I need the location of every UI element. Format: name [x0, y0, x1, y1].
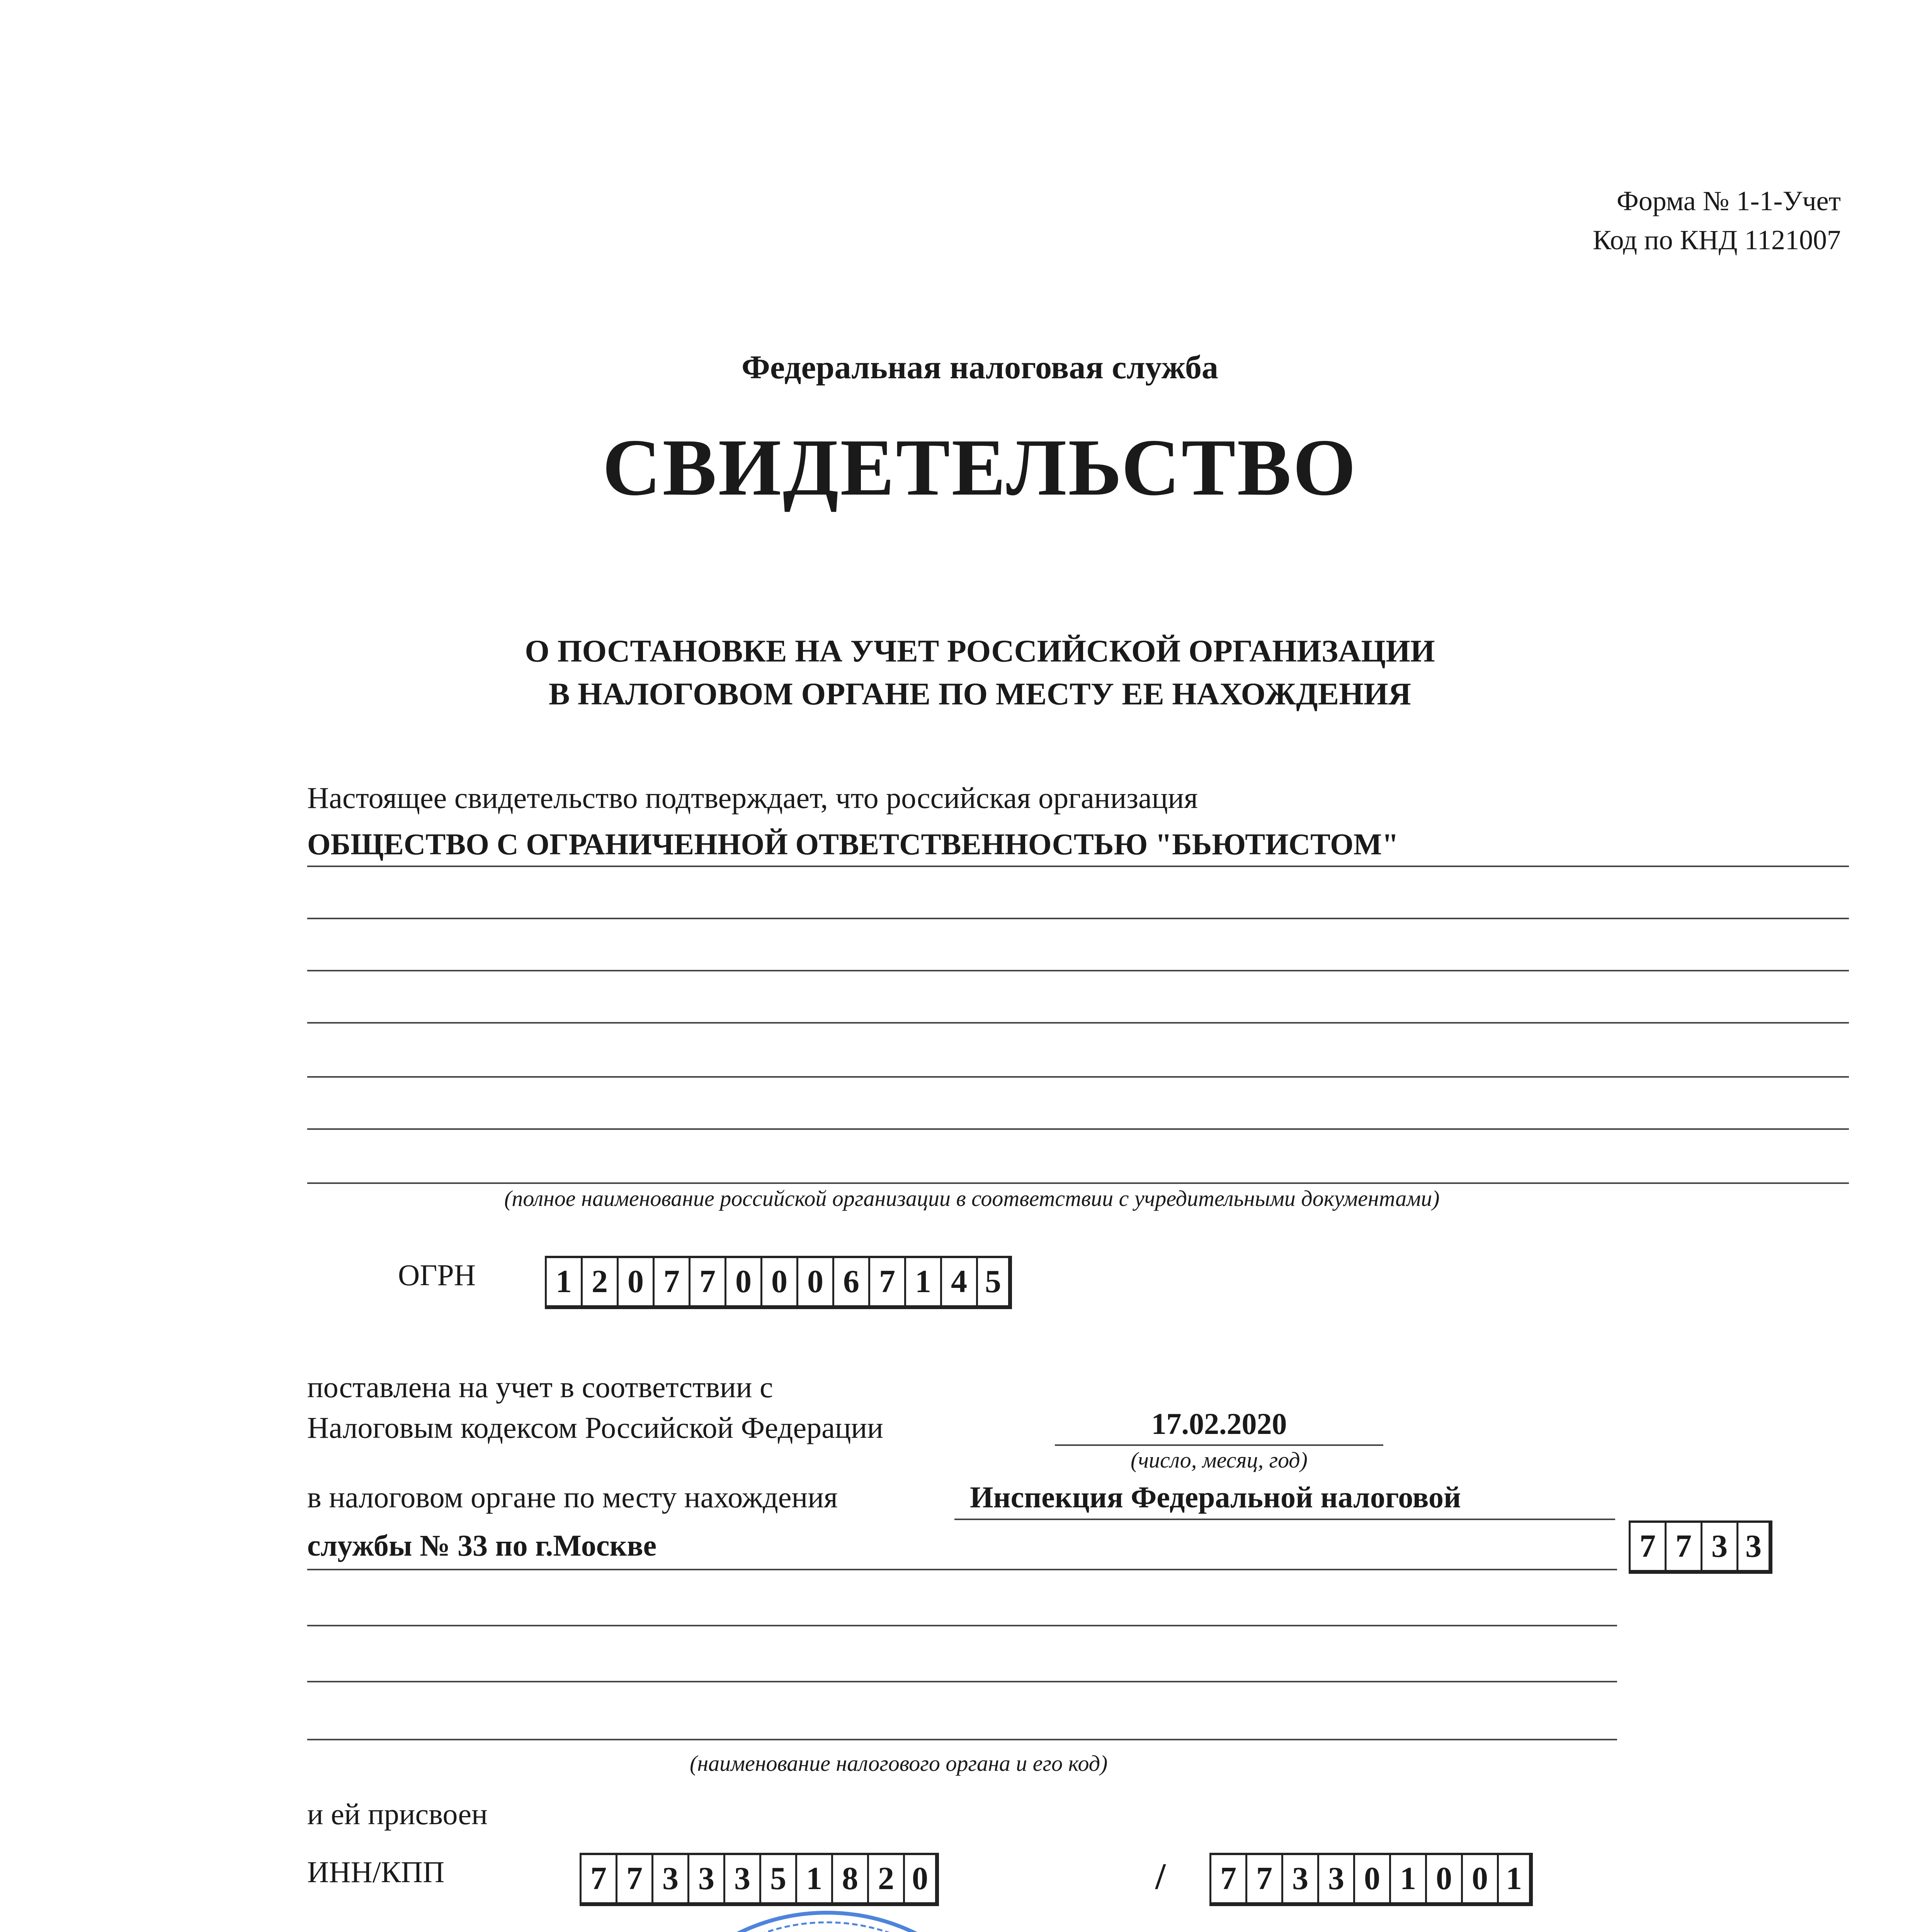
ogrn-digit: 6 — [832, 1258, 868, 1305]
ogrn-digit: 4 — [940, 1258, 976, 1305]
subtitle-line-2: В НАЛОГОВОМ ОРГАНЕ ПО МЕСТУ ЕЕ НАХОЖДЕНИЯ — [548, 676, 1412, 711]
org-line-2 — [307, 918, 1849, 919]
ogrn-digit: 0 — [796, 1258, 832, 1305]
inn-kpp-label: ИНН/КПП — [307, 1855, 445, 1889]
inn-digit: 3 — [723, 1855, 759, 1902]
tax-office-line-5 — [307, 1739, 1617, 1740]
subtitle — [0, 630, 1932, 715]
registered-line-1: поставлена на учет в соответствии с — [307, 1370, 773, 1404]
kpp-digit: 7 — [1209, 1855, 1245, 1902]
kpp-digit: 1 — [1497, 1855, 1533, 1902]
tax-office-code-digit: 7 — [1629, 1523, 1665, 1570]
ogrn-label: ОГРН — [398, 1258, 476, 1292]
ogrn-digit: 1 — [904, 1258, 940, 1305]
date-line — [1055, 1444, 1383, 1446]
org-line-7 — [307, 1182, 1849, 1184]
inn-digit: 1 — [795, 1855, 831, 1902]
tax-office-code-digit: 7 — [1665, 1523, 1701, 1570]
tax-office-line-2 — [307, 1569, 1617, 1570]
org-line-4 — [307, 1022, 1849, 1024]
page-title: СВИДЕТЕЛЬСТВО — [602, 423, 1358, 512]
kpp-digit: 0 — [1461, 1855, 1497, 1902]
tax-office-part-1: Инспекция Федеральной налоговой — [970, 1480, 1461, 1514]
date-caption: (число, месяц, год) — [1131, 1447, 1308, 1473]
ogrn-digit: 7 — [653, 1258, 689, 1305]
org-name: ОБЩЕСТВО С ОГРАНИЧЕННОЙ ОТВЕТСТВЕННОСТЬЮ "БЬЮТИСТОМ" — [307, 827, 1399, 861]
assigned-text: и ей присвоен — [307, 1797, 488, 1831]
kpp-digit: 3 — [1317, 1855, 1353, 1902]
intro-text: Настоящее свидетельство подтверждает, что российская организация — [307, 781, 1198, 815]
ogrn-digit: 0 — [760, 1258, 796, 1305]
tax-office-line-1 — [954, 1519, 1615, 1520]
registration-date: 17.02.2020 — [1151, 1407, 1287, 1440]
ogrn-digit: 7 — [689, 1258, 724, 1305]
form-number: Форма № 1-1-Учет — [1616, 185, 1841, 216]
tax-office-part-2: службы № 33 по г.Москве — [307, 1529, 657, 1562]
subtitle-line-1: О ПОСТАНОВКЕ НА УЧЕТ РОССИЙСКОЙ ОРГАНИЗАЦИИ — [525, 633, 1435, 668]
inn-digit: 5 — [759, 1855, 795, 1902]
org-line-6 — [307, 1128, 1849, 1130]
tax-office-code-digit: 3 — [1701, 1523, 1736, 1570]
ogrn-digit: 7 — [868, 1258, 904, 1305]
inn-digit: 2 — [867, 1855, 903, 1902]
inn-digit: 8 — [831, 1855, 867, 1902]
inn-boxes — [580, 1853, 939, 1906]
kpp-boxes — [1209, 1853, 1533, 1906]
inn-digit: 7 — [616, 1855, 651, 1902]
ogrn-digit: 2 — [581, 1258, 617, 1305]
inn-digit: 7 — [580, 1855, 616, 1902]
inn-digit: 0 — [903, 1855, 939, 1902]
location-label: в налоговом органе по месту нахождения — [307, 1480, 838, 1514]
ogrn-digit: 0 — [724, 1258, 760, 1305]
org-line-5 — [307, 1076, 1849, 1078]
tax-office-line-3 — [307, 1625, 1617, 1626]
tax-office-code-digit: 3 — [1736, 1523, 1772, 1570]
tax-office-caption: (наименование налогового органа и его код) — [690, 1751, 1108, 1776]
form-info — [1593, 182, 1841, 260]
org-caption: (полное наименование российской организации в соответствии с учредительными документами) — [504, 1186, 1440, 1211]
tax-office-line-4 — [307, 1681, 1617, 1682]
kpp-digit: 0 — [1353, 1855, 1389, 1902]
inn-kpp-separator: / — [1155, 1855, 1166, 1897]
org-line-3 — [307, 970, 1849, 971]
registered-line-2: Налоговым кодексом Российской Федерации — [307, 1411, 883, 1444]
ogrn-boxes — [545, 1256, 1012, 1309]
ogrn-digit: 1 — [545, 1258, 581, 1305]
kpp-digit: 3 — [1281, 1855, 1317, 1902]
ogrn-digit: 5 — [976, 1258, 1012, 1305]
inn-digit: 3 — [687, 1855, 723, 1902]
ogrn-digit: 0 — [617, 1258, 653, 1305]
kpp-digit: 0 — [1425, 1855, 1461, 1902]
inn-digit: 3 — [651, 1855, 687, 1902]
kpp-digit: 1 — [1389, 1855, 1425, 1902]
agency-name: Федеральная налоговая служба — [742, 349, 1218, 386]
tax-office-code-boxes — [1629, 1520, 1772, 1574]
knd-code: Код по КНД 1121007 — [1593, 224, 1841, 255]
org-line-1 — [307, 866, 1849, 867]
official-seal-stamp — [618, 1905, 1036, 1932]
kpp-digit: 7 — [1245, 1855, 1281, 1902]
